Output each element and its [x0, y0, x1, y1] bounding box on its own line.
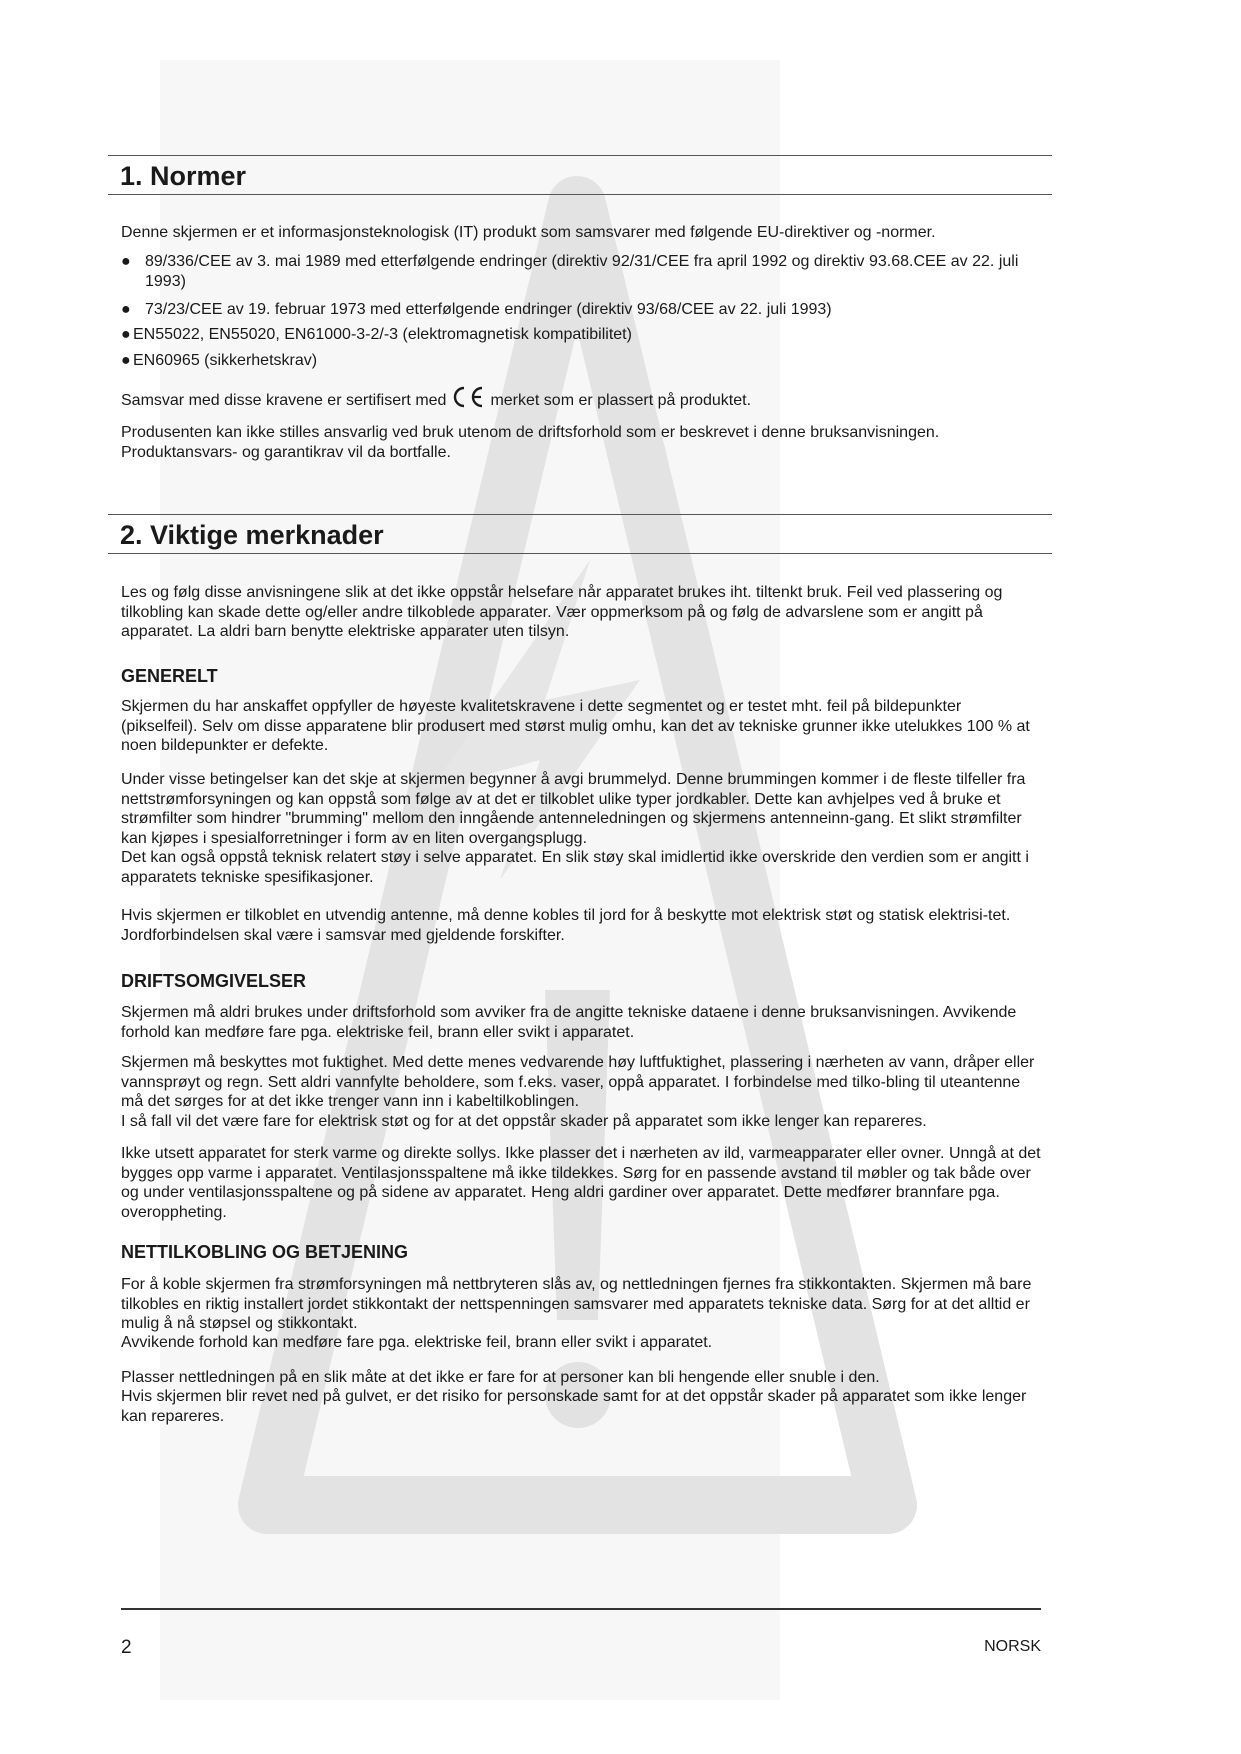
nett-paragraph-1: For å koble skjermen fra strømforsyningen må nettbryteren slås av, og nettledningen fjernes fra stikkontakten. Skjermen må bare tilkobles en riktig installert jordet stikkontakt der nettspenningen samsvarer med apparatets tekniske data. Sørg for at det alltid er mulig å nå støpsel og stikkontakt. — [121, 1276, 1032, 1332]
nett-paragraph-1b: Avvikende forhold kan medføre fare pga. elektriske feil, brann eller svikt i apparatet. — [121, 1334, 713, 1351]
footer-language: NORSK — [984, 1638, 1041, 1655]
list-item: ● EN60965 (sikkerhetskrav) — [121, 352, 318, 369]
bullet-icon: ● — [121, 301, 131, 318]
section-2-intro: Les og følg disse anvisningene slik at det ikke oppstår helsefare når apparatet brukes iht. tiltenkt bruk. Feil ved plassering og tilkobling kan skade dette og/eller andre tilkoblede apparater. Vær oppmerksom på og følg de advarslene som er angitt på apparatet. La aldri barn benytte elektriske apparater uten tilsyn. — [121, 584, 1003, 640]
bullet-icon: ● — [121, 352, 131, 369]
footer-divider — [121, 1608, 1041, 1610]
drift-paragraph-2b: I så fall vil det være fare for elektrisk støt og for at det oppstår skader på apparatet som ikke lenger kan repareres. — [121, 1113, 927, 1130]
generelt-paragraph-2: Under visse betingelser kan det skje at skjermen begynner å avgi brummelyd. Denne brummingen kommer i de fleste tilfeller fra nettstrømforsyningen og kan oppstå som følge av at det er tilkoblet ulike typer jordkabler. Dette kan avhjelpes ved å bruke et strømfilter som hindrer "brumming" mellom den inngående antenneledningen og skjermens antenneinn-gang. Et slikt strømfilter kan kjøpes i spesialforretninger i form av en liten overgangsplugg. — [121, 771, 1026, 847]
list-item: ● 89/336/CEE av 3. mai 1989 med etterfølgende endringer (direktiv 92/31/CEE fra april 1992 og direktiv 93.68.CEE av 22. juli 1993) — [121, 253, 1019, 290]
section-2-header — [108, 514, 1052, 554]
section-1-title: 1. Normer — [120, 161, 247, 191]
generelt-heading: GENERELT — [121, 666, 218, 686]
drift-paragraph-2: Skjermen må beskyttes mot fuktighet. Med dette menes vedvarende høy luftfuktighet, plassering i nærheten av vann, dråper eller vannsprøyt og regn. Sett aldri vannfylte beholdere, som f.eks. vaser, oppå apparatet. I forbindelse med tilko-bling til uteantenne må det sørges for at det ikke trenger vann inn i kabeltilkoblingen. — [121, 1054, 1035, 1110]
liability-paragraph: Produsenten kan ikke stilles ansvarlig ved bruk utenom de driftsforhold som er beskrevet i denne bruksanvisningen. Produktansvars- og garantikrav vil da bortfalle. — [121, 424, 940, 461]
list-item: ● 73/23/CEE av 19. februar 1973 med etterfølgende endringer (direktiv 93/68/CEE av 22. juli 1993) — [121, 301, 832, 318]
ce-mark-icon — [450, 386, 486, 408]
generelt-paragraph-2b: Det kan også oppstå teknisk relatert støy i selve apparatet. En slik støy skal imidlertid ikke overskride den verdien som er angitt i apparatets tekniske spesifikasjoner. — [121, 849, 1029, 886]
drift-paragraph-3: Ikke utsett apparatet for sterk varme og direkte sollys. Ikke plasser det i nærheten av ild, varmeapparater eller ovner. Unngå at det bygges opp varme i apparatet. Ventilasjonsspaltene må ikke tildekkes. Sørg for en passende avstand til møbler og tak både over og under ventilasjonsspaltene og på sidene av apparatet. Heng aldri gardiner over apparatet. Dette medfører brannfare pga. overoppheting. — [121, 1145, 1041, 1221]
section-1-intro: Denne skjermen er et informasjonsteknologisk (IT) produkt som samsvarer med følgende EU-direktiver og -normer. — [121, 224, 936, 241]
nett-paragraph-2b: Hvis skjermen blir revet ned på gulvet, er det risiko for personskade samt for at det oppstår skader på apparatet som ikke lenger kan repareres. — [121, 1388, 1027, 1425]
drift-paragraph-1: Skjermen må aldri brukes under driftsforhold som avviker fra de angitte tekniske dataene i denne bruksanvisningen. Avvikende forhold kan medføre fare pga. elektriske feil, brann eller svikt i apparatet. — [121, 1004, 1017, 1041]
list-item: ● EN55022, EN55020, EN61000-3-2/-3 (elektromagnetisk kompatibilitet) — [121, 326, 632, 343]
generelt-paragraph-1: Skjermen du har anskaffet oppfyller de høyeste kvalitetskravene i dette segmentet og er testet mht. feil på bildepunkter (pikselfeil). Selv om disse apparatene blir produsert med størst mulig omhu, kan det av tekniske grunner ikke utelukkes 100 % at noen bildepunkter er defekte. — [121, 698, 1030, 754]
ce-conformity-line: Samsvar med disse kravene er sertifisert med merket som er plassert på produktet. — [121, 386, 1041, 411]
section-1-header — [108, 155, 1052, 195]
bullet-icon: ● — [121, 326, 131, 343]
generelt-paragraph-3: Hvis skjermen er tilkoblet en utvendig antenne, må denne kobles til jord for å beskytte mot elektrisk støt og statisk elektrisi-tet. Jordforbindelsen skal være i samsvar med gjeldende forskifter. — [121, 907, 1011, 944]
driftsomgivelser-heading: DRIFTSOMGIVELSER — [121, 971, 307, 991]
nett-paragraph-2: Plasser nettledningen på en slik måte at det ikke er fare for at personer kan bli hengende eller snuble i den. — [121, 1369, 880, 1386]
section-2-title: 2. Viktige merknader — [120, 520, 384, 550]
bullet-icon: ● — [121, 253, 131, 270]
page-number: 2 — [121, 1637, 132, 1658]
nettilkobling-heading: NETTILKOBLING OG BETJENING — [121, 1242, 409, 1262]
